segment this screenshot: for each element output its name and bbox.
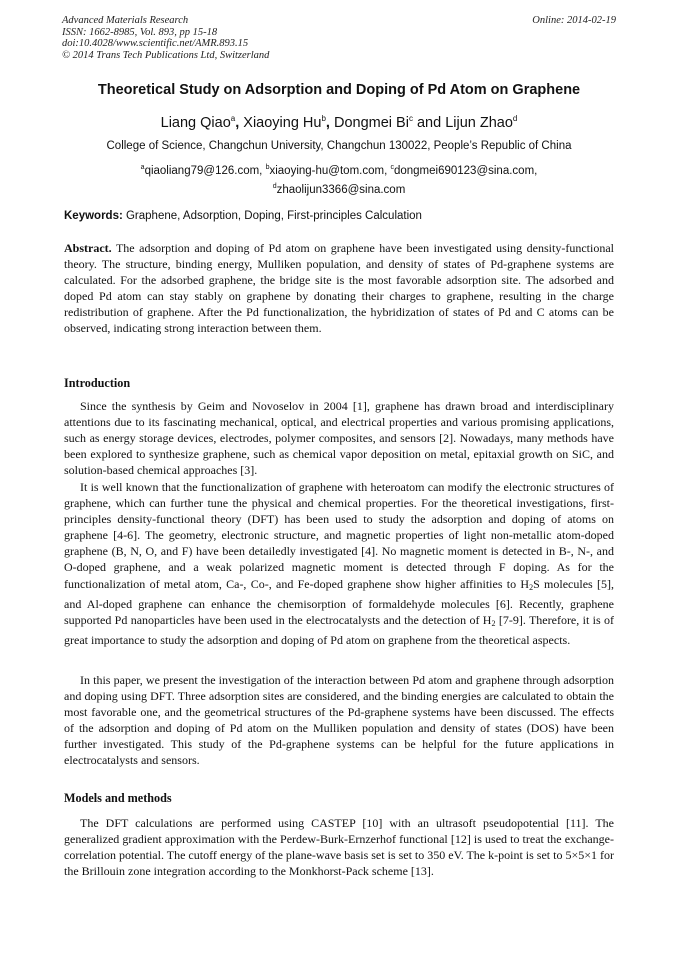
author-sup: b — [321, 114, 326, 123]
abstract-label: Abstract. — [64, 241, 112, 255]
email-a[interactable]: qiaoliang79@126.com, — [144, 165, 266, 177]
copyright-line: © 2014 Trans Tech Publications Ltd, Switzerland — [62, 49, 270, 61]
email-d[interactable]: zhaolijun3366@sina.com — [276, 184, 406, 196]
email-list — [40, 160, 638, 198]
email-sup: a — [140, 164, 145, 171]
issn-line: ISSN: 1662-8985, Vol. 893, pp 15-18 — [62, 26, 218, 38]
doi-line: doi:10.4028/www.scientific.net/AMR.893.15 — [62, 38, 249, 49]
abstract — [64, 240, 614, 337]
author-name: Dongmei Bi — [333, 115, 409, 131]
intro-paragraph-1: Since the synthesis by Geim and Novoselov in 2004 [1], graphene has drawn broad and interdisciplinary attentions due to its fascinating mechanical, optical, and electrical properties and various promising applications, such as energy storage devices, electrodes, polymer composites, and sensors [2]. Nowadays, many methods have been explored to synthesize graphene, such as chemical vapor deposition on metal, epitaxial growth on SiC, and solution-based chemical approaches [3]. — [64, 399, 614, 478]
author-name: Xiaoying Hu — [243, 115, 322, 131]
email-sup: d — [272, 183, 277, 190]
journal-name: Advanced Materials Research — [62, 15, 189, 26]
subscript: 2 — [529, 582, 534, 592]
email-c[interactable]: dongmei690123@sina.com, — [393, 165, 538, 177]
author-name: Liang Qiao — [160, 115, 231, 131]
subscript: 2 — [491, 618, 496, 628]
email-sup: c — [390, 164, 394, 171]
journal-header — [62, 15, 269, 61]
author-sup: c — [408, 114, 413, 123]
author-sup: d — [512, 114, 518, 123]
intro-p2-text: It is well known that the functionalization of graphene with heteroatom can modify the electronic structures of graphene, which can further tune the physical and chemical properties. For the theoretical investigations, first-principles density-functional theory (DFT) has been used to study the adsorption and doping of atoms on graphene [4-6]. The geometry, electronic structure, and magnetic properties of light non-metallic atom-doped graphene (B, N, O, and F) have been detailedly investigated [4]. No magnetic moment is detected in B-, N-, and O-doped graphene, and a weak polarized magnetic moment is detected through F doping. As for the functionalization of metal atom, Ca-, Co-, and Fe-doped graphene show higher affinities to H — [64, 480, 614, 591]
methods-paragraph-1: The DFT calculations are performed using CASTEP [10] with an ultrasoft pseudopotential [11]. The generalized gradient approximation with the Perdew-Burk-Ernzerhof functional [12] is used to treat the exchange-correlation potential. The cutoff energy of the plane-wave basis set is set to 350 eV. The k-point is set to 5×5×1 for the Brillouin zone integration according to the Monkhorst-Pack scheme [13]. — [64, 816, 614, 879]
abstract-text: The adsorption and doping of Pd atom on graphene have been investigated using density-functional theory. The structure, binding energy, Mulliken population, and density of states of Pd-graphene systems are calculated. For the adsorbed graphene, the bridge site is the most favorable adsorption site. The adsorbed and doped Pd atom can stay stably on graphene by donating their charges to graphene, resulting in the charge redistribution of graphene. After the Pd functionalization, the hybridization of states of Pd and C atoms can be observed, indicating strong interaction between them. — [64, 241, 614, 336]
online-date: Online: 2014-02-19 — [532, 15, 616, 26]
intro-p2-text: [7-9]. Therefore, it is of great importance to study the adsorption and doping of Pd atom on graphene from the theoretical aspects. — [64, 612, 614, 647]
methods-heading: Models and methods — [64, 791, 172, 805]
intro-paragraph-2 — [64, 479, 614, 648]
author-sup: a — [230, 114, 236, 123]
author-separator: , — [235, 115, 244, 131]
author-separator: and — [412, 115, 446, 131]
intro-paragraph-3: In this paper, we present the investigation of the interaction between Pd atom and graphene through adsorption and doping using DFT. Three adsorption sites are considered, and the binding energies are calculated to obtain the most favorable one, and the geometrical structures of the Pd-graphene systems have been discussed. The effects of the adsorption and doping of Pd atom on the Mulliken population and density of states (DOS) have been further investigated. This study of the Pd-graphene systems can be helpful for the future applications in electrocatalysts and sensors. — [64, 673, 614, 768]
introduction-heading: Introduction — [64, 376, 131, 390]
author-name: Lijun Zhao — [445, 115, 513, 131]
author-list — [40, 114, 638, 131]
keywords-text: Graphene, Adsorption, Doping, First-principles Calculation — [122, 210, 422, 222]
author-separator: , — [325, 115, 334, 131]
intro-p2-text: S molecules [5], and Al-doped graphene can enhance the chemisorption of formaldehyde molecules [6]. Recently, graphene supported Pd nanoparticles have been used in the electrocatalysts and the detection of H — [64, 576, 614, 627]
keywords — [64, 210, 624, 222]
keywords-label: Keywords: — [64, 210, 123, 222]
email-sup: b — [265, 164, 270, 171]
email-b[interactable]: xiaoying-hu@tom.com, — [269, 165, 391, 177]
affiliation: College of Science, Changchun University, Changchun 130022, People’s Republic of China — [106, 140, 572, 152]
paper-title: Theoretical Study on Adsorption and Doping of Pd Atom on Graphene — [97, 82, 581, 98]
